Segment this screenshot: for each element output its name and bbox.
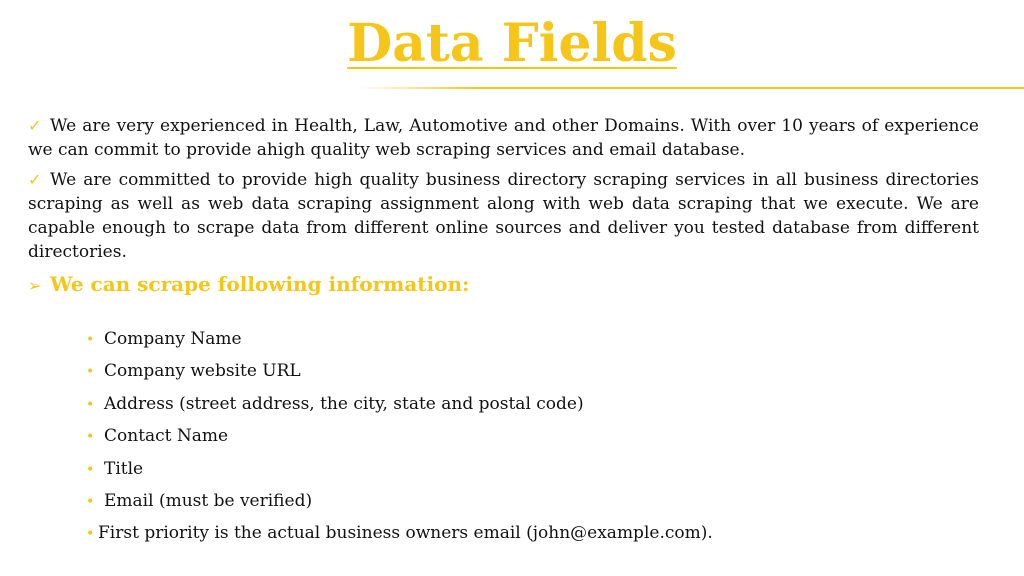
bullet-icon: • bbox=[86, 332, 95, 348]
section-heading-text: We can scrape following information: bbox=[50, 272, 470, 296]
bullet-icon: • bbox=[86, 364, 95, 381]
list-item: • Contact Name bbox=[86, 423, 986, 455]
paragraph-commitment bbox=[28, 168, 979, 264]
title-divider bbox=[360, 87, 1024, 89]
field-list bbox=[86, 326, 986, 553]
list-item: • Email (must be verified) bbox=[86, 488, 986, 520]
bullet-icon: • bbox=[86, 493, 95, 510]
paragraph-text: We are committed to provide high quality business directory scraping services in all business directories scraping as well as web data scraping assignment along with web data scraping that we execute. We are capable enough to scrape data from different online sources and deliver you tested database from different directories. bbox=[28, 170, 979, 262]
slide-title: Data Fields bbox=[347, 13, 677, 74]
slide-body bbox=[28, 114, 979, 300]
bullet-icon: • bbox=[86, 396, 95, 413]
arrow-right-icon: ➢ bbox=[28, 276, 42, 295]
list-item: • First priority is the actual business owners email (john@example.com). bbox=[86, 520, 986, 552]
list-item: • Address (street address, the city, state and postal code) bbox=[86, 391, 986, 423]
section-heading bbox=[28, 270, 979, 300]
paragraph-experience bbox=[28, 114, 979, 162]
bullet-icon: • bbox=[86, 526, 95, 543]
list-item: • Company Name bbox=[86, 326, 986, 358]
checkmark-icon: ✓ bbox=[28, 170, 42, 189]
paragraph-text: We are very experienced in Health, Law, Automotive and other Domains. With over 10 years of experience we can commit to provide ahigh quality web scraping services and email database. bbox=[28, 116, 979, 160]
checkmark-icon: ✓ bbox=[28, 116, 42, 135]
bullet-icon: • bbox=[86, 461, 95, 478]
bullet-icon: • bbox=[86, 429, 95, 446]
list-item: • Title bbox=[86, 456, 986, 488]
list-item: • Company website URL bbox=[86, 358, 986, 390]
